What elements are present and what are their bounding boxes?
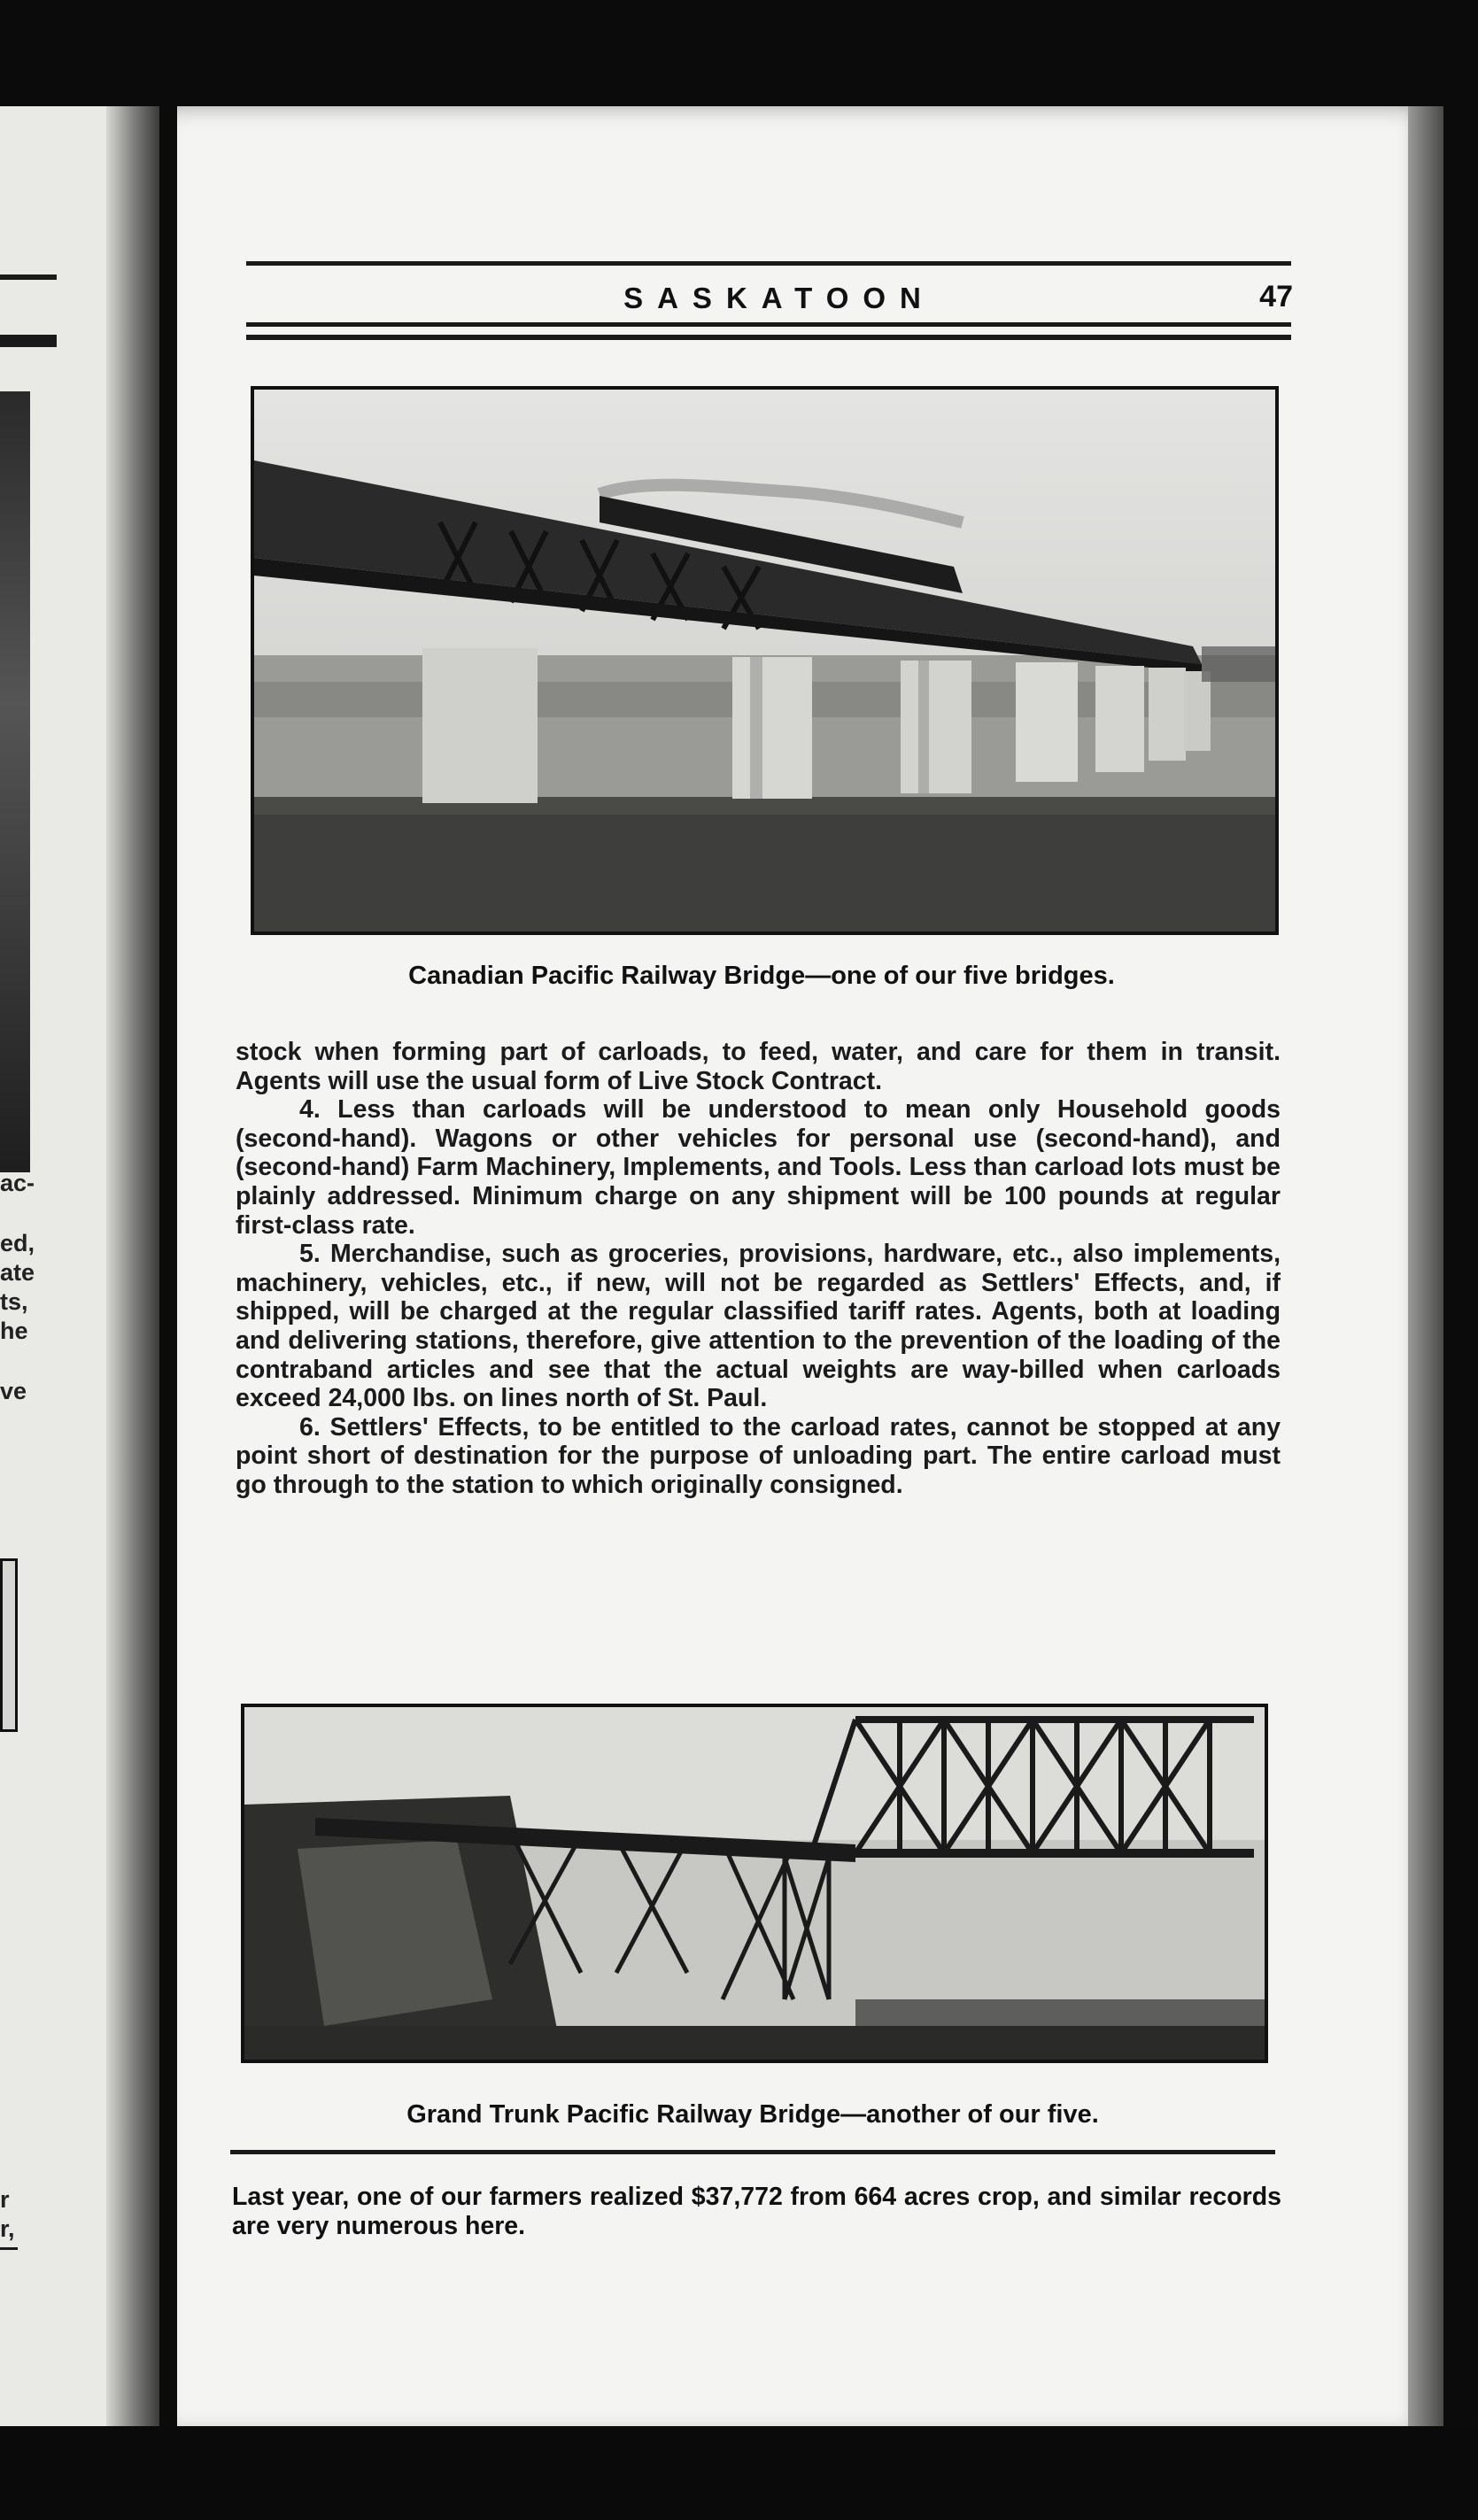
bridge-photo-2 <box>241 1704 1268 2063</box>
header-rule-bottom-thick <box>246 335 1291 340</box>
paragraph-5: 5. Merchandise, such as groceries, provisions, hardware, etc., also implements, machinery, vehicles, etc., if new, will not be regarded as Settlers' Effects, and, if shipped, will be charged at the regular classified tariff rates. Agents, both at loading and delivering stations, therefore, give attention to the prevention of the loading of the contraband articles and see that the actual weights are way-billed when carloads exceed 24,000 lbs. on lines north of St. Paul. <box>236 1240 1281 1413</box>
left-page-rule-thick <box>0 335 57 347</box>
left-fragment: ed, <box>0 1230 35 1256</box>
left-fragment: ate <box>0 1259 35 1286</box>
left-fragment: he <box>0 1318 28 1344</box>
left-page-rule <box>0 2247 18 2250</box>
left-page-text-fragments <box>0 1169 35 2244</box>
left-fragment: ts, <box>0 1288 28 1315</box>
page-edge-shadow <box>1408 106 1443 2435</box>
left-fragment: ac- <box>0 1170 35 1196</box>
photo-caption-1: Canadian Pacific Railway Bridge—one of our five bridges. <box>408 962 1115 990</box>
left-fragment: ve <box>0 1378 27 1404</box>
paragraph-4: 4. Less than carloads will be understood to mean only Household goods (second-hand). Wagons or other vehicles for personal use (second-hand), and (second-hand) Farm Machinery, Implements, and Tools. Less than carload lots must be plainly addressed. Minimum charge on any shipment will be 100 pounds at regular first-class rate. <box>236 1095 1281 1240</box>
bridge-photo-1 <box>251 386 1279 935</box>
left-fragment: r <box>0 2186 10 2213</box>
header-rule-bottom <box>246 322 1291 327</box>
photo-caption-2: Grand Trunk Pacific Railway Bridge—another of our five. <box>406 2100 1099 2129</box>
body-text <box>236 1038 1281 1500</box>
footer-rule <box>230 2150 1275 2154</box>
left-fragment: r, <box>0 2215 15 2242</box>
paragraph-continuation: stock when forming part of carloads, to feed, water, and care for them in transit. Agents will use the usual form of Live Stock Contract. <box>236 1038 1281 1095</box>
left-page-rule <box>0 274 57 280</box>
bottom-shadow <box>0 2426 1478 2520</box>
footer-note: Last year, one of our farmers realized $37,772 from 664 acres crop, and similar records are very numerous here. <box>232 2183 1281 2240</box>
page-number: 47 <box>1259 280 1293 313</box>
left-page-photo-fragment <box>0 391 30 1172</box>
paragraph-6: 6. Settlers' Effects, to be entitled to the carload rates, cannot be stopped at any point short of destination for the purpose of unloading part. The entire carload must go through to the station to which originally consigned. <box>236 1412 1281 1499</box>
header-rule-top <box>246 261 1291 266</box>
running-head: SASKATOON <box>623 282 935 314</box>
book-gutter <box>106 106 159 2426</box>
